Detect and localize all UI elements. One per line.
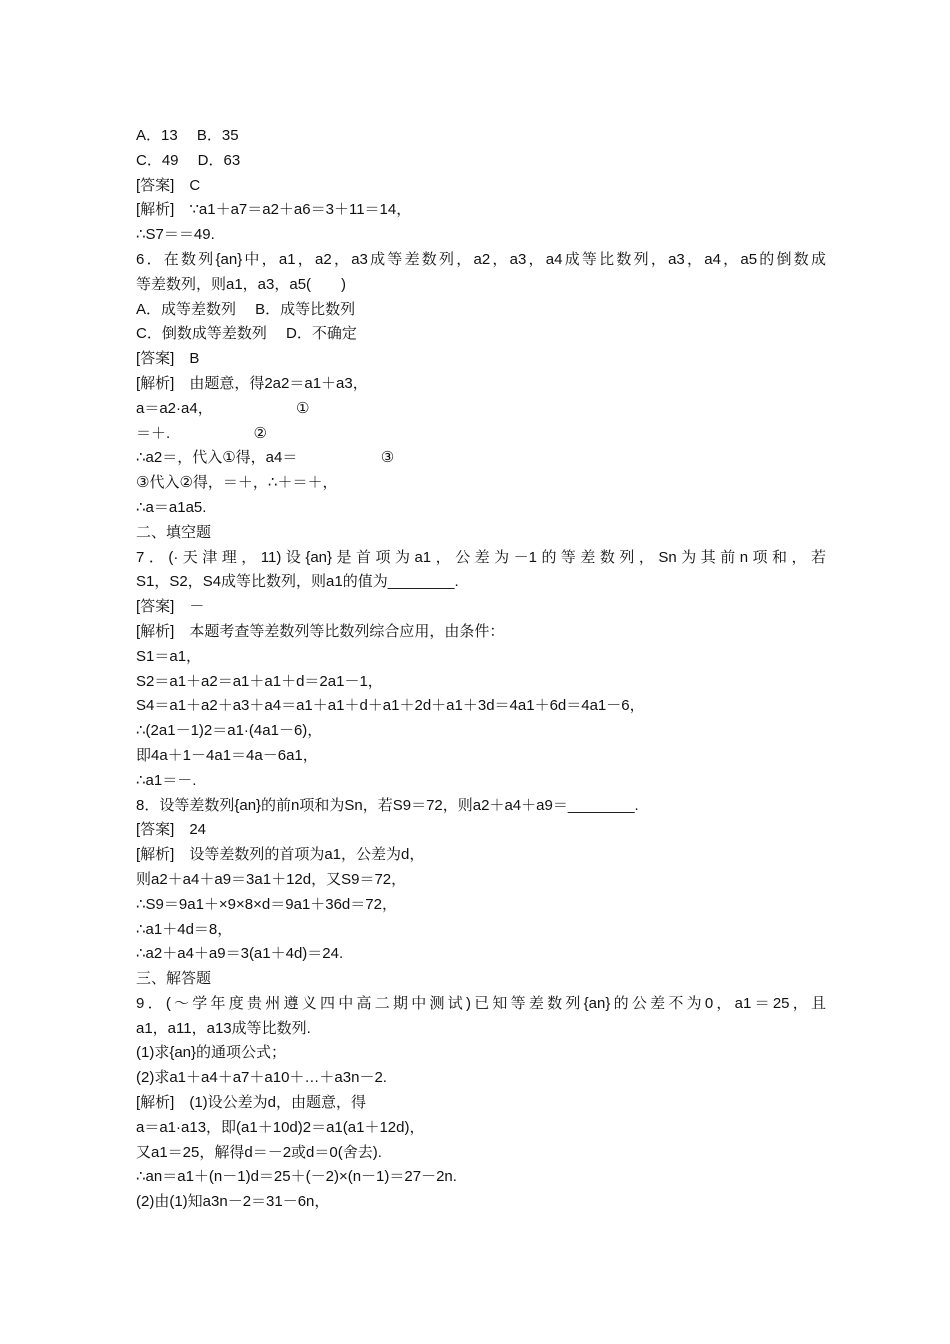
text-line: a＝a2·a4， ① — [136, 399, 310, 417]
text-line: [解析] (1)设公差为d，由题意，得 — [136, 1094, 367, 1112]
text-line: 6．在数列{an}中，a1，a2，a3成等差数列，a2，a3，a4成等比数列，a3，a4，a5的倒数成 — [136, 250, 826, 268]
section-heading: 二、填空题 — [136, 523, 212, 541]
text-line: A．成等差数列 B．成等比数列 — [136, 300, 356, 318]
text-line: A．13 B．35 — [136, 127, 239, 144]
text-line: 8．设等差数列{an}的前n项和为Sn，若S9＝72，则a2＋a4＋a9＝________. — [136, 796, 639, 814]
text-line: a1，a11，a13成等比数列. — [136, 1019, 311, 1037]
text-line: [答案] C — [136, 176, 201, 194]
text-line: ③代入②得，＝＋，∴＋＝＋， — [136, 474, 338, 492]
text-line: (2)求a1＋a4＋a7＋a10＋…＋a3n－2. — [136, 1069, 387, 1087]
text-line: [解析] 本题考查等差数列等比数列综合应用，由条件： — [136, 622, 505, 640]
text-line: S1，S2，S4成等比数列，则a1的值为________. — [136, 573, 459, 591]
text-line: ∴(2a1－1)2＝a1·(4a1－6)， — [136, 722, 323, 740]
text-line: [解析] ∵a1＋a7＝a2＋a6＝3＋11＝14， — [136, 201, 412, 219]
text-line: ∴S9＝9a1＋×9×8×d＝9a1＋36d＝72， — [136, 895, 397, 913]
text-line: [答案] 24 — [136, 821, 207, 839]
text-line: ∴a1＋4d＝8， — [136, 920, 233, 938]
text-line: 又a1＝25，解得d＝－2或d＝0(舍去). — [136, 1143, 382, 1161]
text-line: C．倒数成等差数列 D．不确定 — [136, 325, 357, 343]
text-line: 则a2＋a4＋a9＝3a1＋12d，又S9＝72， — [136, 870, 407, 888]
text-line: [答案] － — [136, 598, 205, 616]
text-line: ∴a2＝，代入①得，a4＝ ③ — [136, 449, 395, 467]
text-line: ∴a2＋a4＋a9＝3(a1＋4d)＝24. — [136, 945, 344, 963]
text-line: 7．(·天津理，11)设{an}是首项为a1，公差为－1的等差数列，Sn为其前n项和，若 — [136, 548, 826, 566]
document-page — [136, 124, 826, 1215]
text-line: ∴a1＝－. — [136, 771, 197, 789]
text-line: 9．(～学年度贵州遵义四中高二期中测试)已知等差数列{an}的公差不为0，a1＝25，且 — [136, 994, 826, 1012]
text-line: [解析] 设等差数列的首项为a1，公差为d， — [136, 846, 425, 864]
text-line: ∴S7＝＝49. — [136, 226, 215, 244]
text-line: [答案] B — [136, 350, 200, 368]
section-heading: 三、解答题 — [136, 970, 212, 988]
text-line: a＝a1·a13，即(a1＋10d)2＝a1(a1＋12d)， — [136, 1118, 425, 1136]
text-line: S1＝a1， — [136, 647, 202, 665]
text-line: ＝＋. ② — [136, 424, 267, 442]
text-line: C．49 D．63 — [136, 151, 241, 169]
text-line: (2)由(1)知a3n－2＝31－6n， — [136, 1193, 330, 1211]
text-line: [解析] 由题意，得2a2＝a1＋a3， — [136, 374, 368, 392]
text-line: S4＝a1＋a2＋a3＋a4＝a1＋a1＋d＋a1＋2d＋a1＋3d＝4a1＋6d＝4a1－6， — [136, 697, 645, 715]
text-line: ∴a＝a1a5. — [136, 498, 207, 516]
text-line: 等差数列，则a1，a3，a5( ) — [136, 275, 347, 293]
text-line: ∴an＝a1＋(n－1)d＝25＋(－2)×(n－1)＝27－2n. — [136, 1168, 457, 1186]
text-line: S2＝a1＋a2＝a1＋a1＋d＝2a1－1， — [136, 672, 383, 690]
text-line: 即4a＋1－4a1＝4a－6a1， — [136, 746, 318, 764]
text-line: (1)求{an}的通项公式； — [136, 1044, 287, 1062]
